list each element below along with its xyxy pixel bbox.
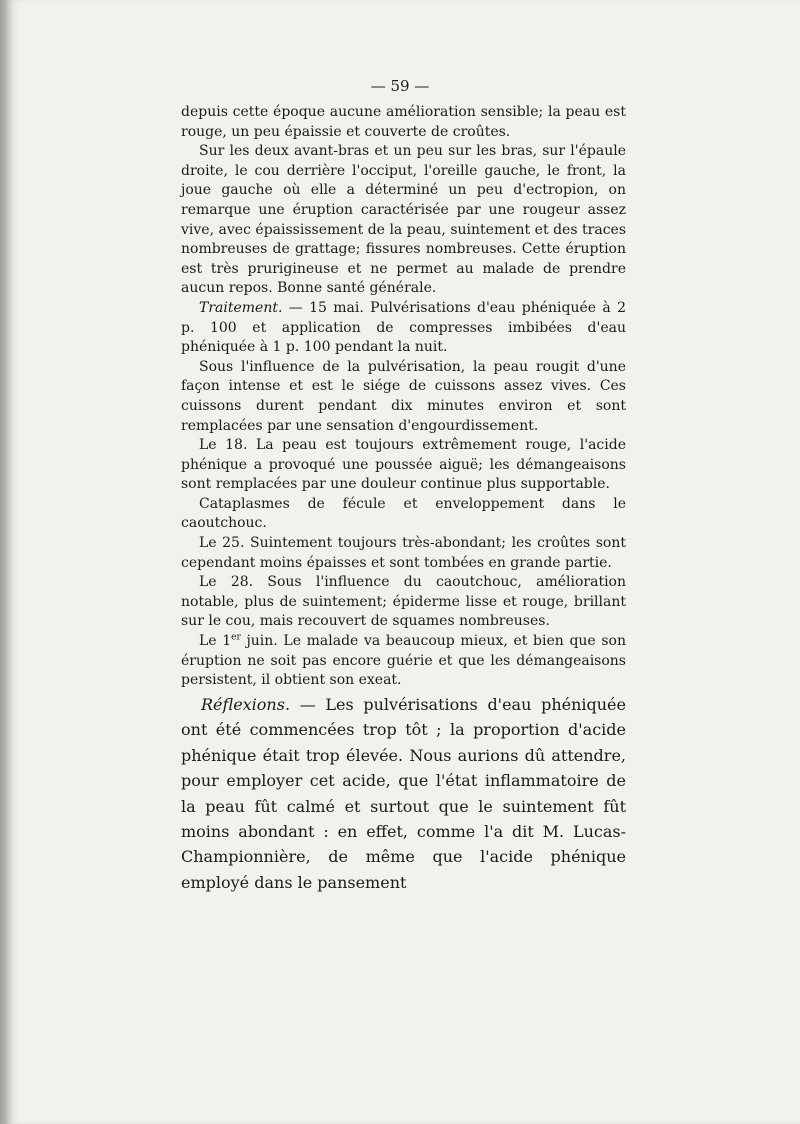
paragraph-traitement — [181, 299, 626, 358]
paragraph-1er-juin — [181, 632, 626, 691]
final-superscript: er — [231, 632, 241, 643]
paragraph-le-18: Le 18. La peau est toujours extrêmement rouge, l'acide phénique a provoqué une poussée aiguë; les démangeaisons sont remplacées par une douleur continue plus supportable. — [181, 437, 626, 493]
reflexions-label: Réflexions. — [201, 695, 291, 714]
reflexions-text: — Les pulvérisations d'eau phéniquée ont été commencées trop tôt ; la proportion d'acide phénique était trop élevée. Nous aurions dû attendre, pour employer cet acide, que l'état inflammatoire de la peau fût calmé et surtout que le suintement fût moins abondant : en effet, comme l'a dit M. Lucas-Championnière, de même que l'acide phénique employé dans le pansement — [181, 695, 626, 892]
page-number: — 59 — — [370, 77, 430, 95]
observation-text — [181, 103, 626, 691]
reflexions-section — [181, 692, 626, 895]
traitement-text: — 15 mai. Pulvérisations d'eau phéniquée à 2 p. 100 et application de compresses imbibées d'eau phéniquée à 1 p. 100 pendant la nuit. — [181, 299, 626, 356]
traitement-label: Traitement. — [199, 299, 283, 316]
paragraph-pulverisation: Sous l'influence de la pulvérisation, la peau rougit d'une façon intense et est le siége de cuissons assez vives. Ces cuissons durent pendant dix minutes environ et sont remplacées par une sensation d'engourdissement. — [181, 358, 626, 434]
paragraph-le-25: Le 25. Suintement toujours très-abondant; les croûtes sont cependant moins épaisses et sont tombées en grande partie. — [181, 535, 626, 571]
paragraph-reflexions — [181, 692, 626, 895]
final-text: juin. Le malade va beaucoup mieux, et bien que son éruption ne soit pas encore guérie et que les démangeaisons persistent, il obtient son exeat. — [181, 633, 626, 689]
paragraph-eruption: Sur les deux avant-bras et un peu sur les bras, sur l'épaule droite, le cou derrière l'occiput, l'oreille gauche, le front, la joue gauche où elle a déterminé un peu d'ectropion, on remarque une éruption caractérisée par une rougeur assez vive, avec épaississement de la peau, suintement et des traces nombreuses de grattage; fissures nombreuses. Cette éruption est très prurigineuse et ne permet au malade de prendre aucun repos. Bonne santé générale. — [181, 143, 626, 297]
paragraph-le-28: Le 28. Sous l'influence du caoutchouc, amélioration notable, plus de suintement; épiderme lisse et rouge, brillant sur le cou, mais recouvert de squames nombreuses. — [181, 574, 626, 630]
paragraph-continuation: depuis cette époque aucune amélioration sensible; la peau est rouge, un peu épaissie et couverte de croûtes. — [181, 104, 626, 140]
paragraph-cataplasmes: Cataplasmes de fécule et enveloppement dans le caoutchouc. — [181, 495, 626, 532]
final-prefix: Le 1 — [199, 633, 232, 650]
